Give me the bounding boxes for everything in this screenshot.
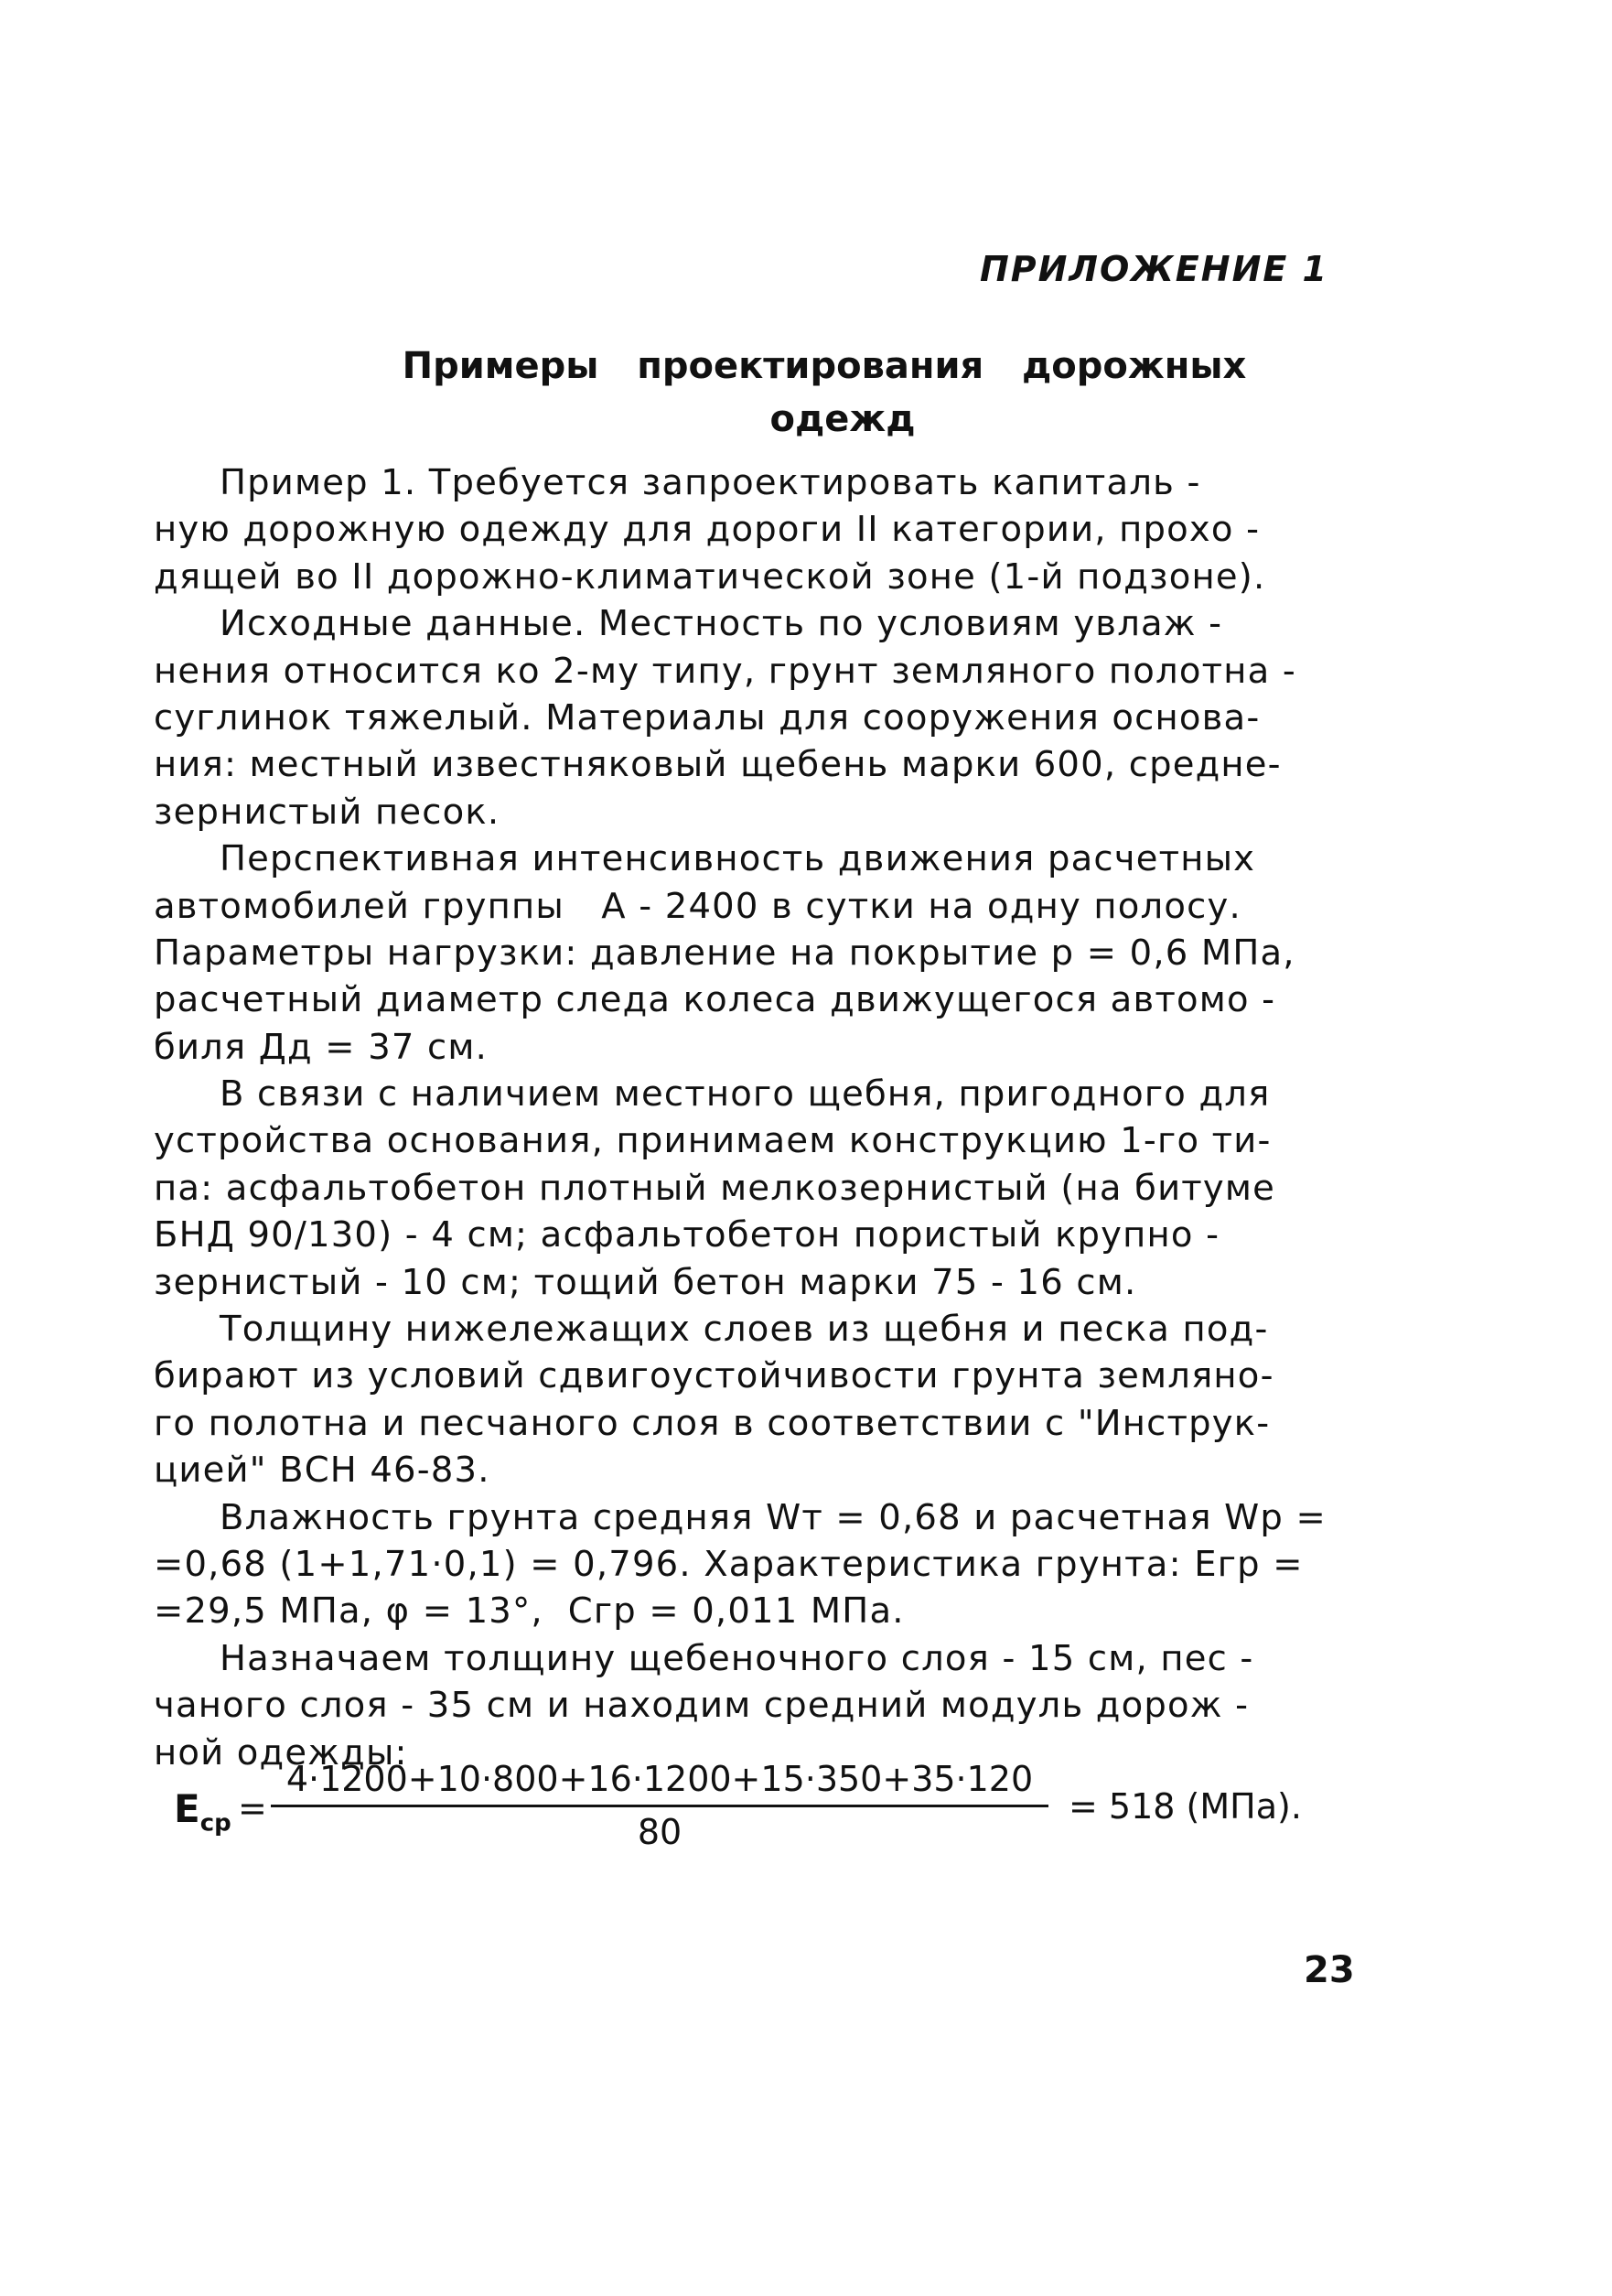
text-line: БНД 90/130) - 4 см; асфальтобетон пористый крупно - [154, 1214, 1220, 1256]
text-line: па: асфальтобетон плотный мелкозернистый (на битуме [154, 1167, 1276, 1209]
text-line: В связи с наличием местного щебня, пригодного для [220, 1073, 1271, 1116]
text-line: =29,5 МПа, φ = 13°, Сгр = 0,011 МПа. [154, 1590, 905, 1633]
formula-lhs-subscript: ср [199, 1809, 231, 1838]
text-line: Влажность грунта средняя Wт = 0,68 и расчетная Wр = [220, 1496, 1327, 1538]
text-line: Перспективная интенсивность движения расчетных [220, 838, 1256, 880]
section-title-line-1: Примеры проектирования дорожных [402, 345, 1247, 387]
appendix-label: ПРИЛОЖЕНИЕ 1 [979, 249, 1328, 289]
text-line: биля Дд = 37 см. [154, 1026, 489, 1068]
text-line: =0,68 (1+1,71·0,1) = 0,796. Характеристика грунта: Егр = [154, 1543, 1304, 1585]
text-line: бирают из условий сдвигоустойчивости грунта земляно- [154, 1355, 1274, 1397]
text-line: устройства основания, принимаем конструкцию 1-го ти- [154, 1120, 1272, 1162]
formula-lhs [174, 1786, 231, 1837]
text-line: расчетный диаметр следа колеса движущегося автомо - [154, 979, 1276, 1021]
text-line: го полотна и песчаного слоя в соответствии с "Инструк- [154, 1402, 1271, 1444]
text-line: Назначаем толщину щебеночного слоя - 15 см, пес - [220, 1637, 1254, 1679]
text-line: Исходные данные. Местность по условиям увлаж - [220, 603, 1223, 645]
fraction-bar [271, 1805, 1048, 1807]
text-line: ную дорожную одежду для дороги II категории, прохо - [154, 509, 1261, 551]
text-line: суглинок тяжелый. Материалы для сооружения основа- [154, 696, 1261, 738]
body-text [154, 459, 1389, 1776]
page-number: 23 [1304, 1949, 1355, 1991]
text-line: цией" ВСН 46-83. [154, 1450, 490, 1492]
text-line: нения относится ко 2-му типу, грунт земляного полотна - [154, 650, 1296, 692]
formula-result: = 518 (МПа). [1069, 1786, 1302, 1827]
text-line: автомобилей группы А - 2400 в сутки на одну полосу. [154, 885, 1241, 927]
text-line: Параметры нагрузки: давление на покрытие р = 0,6 МПа, [154, 932, 1295, 974]
formula-denominator: 80 [637, 1812, 682, 1852]
text-line: ния: местный известняковый щебень марки 600, средне- [154, 744, 1282, 786]
formula-numerator: 4·1200+10·800+16·1200+15·350+35·120 [285, 1759, 1034, 1799]
text-line: зернистый - 10 см; тощий бетон марки 75 - 16 см. [154, 1261, 1137, 1303]
modulus-formula [154, 1759, 1389, 1859]
formula-equals: = [238, 1788, 267, 1828]
text-line: зернистый песок. [154, 791, 500, 833]
text-line: Пример 1. Требуется запроектировать капиталь - [220, 462, 1201, 503]
text-line: чаного слоя - 35 см и находим средний модуль дорож - [154, 1685, 1250, 1727]
section-title-line-2: одежд [769, 398, 916, 440]
formula-lhs-symbol: Е [174, 1786, 200, 1831]
text-line: дящей во II дорожно-климатической зоне (1-й подзоне). [154, 555, 1266, 598]
text-line: ной одежды: [154, 1731, 408, 1773]
text-line: Толщину нижележащих слоев из щебня и песка под- [220, 1309, 1269, 1351]
